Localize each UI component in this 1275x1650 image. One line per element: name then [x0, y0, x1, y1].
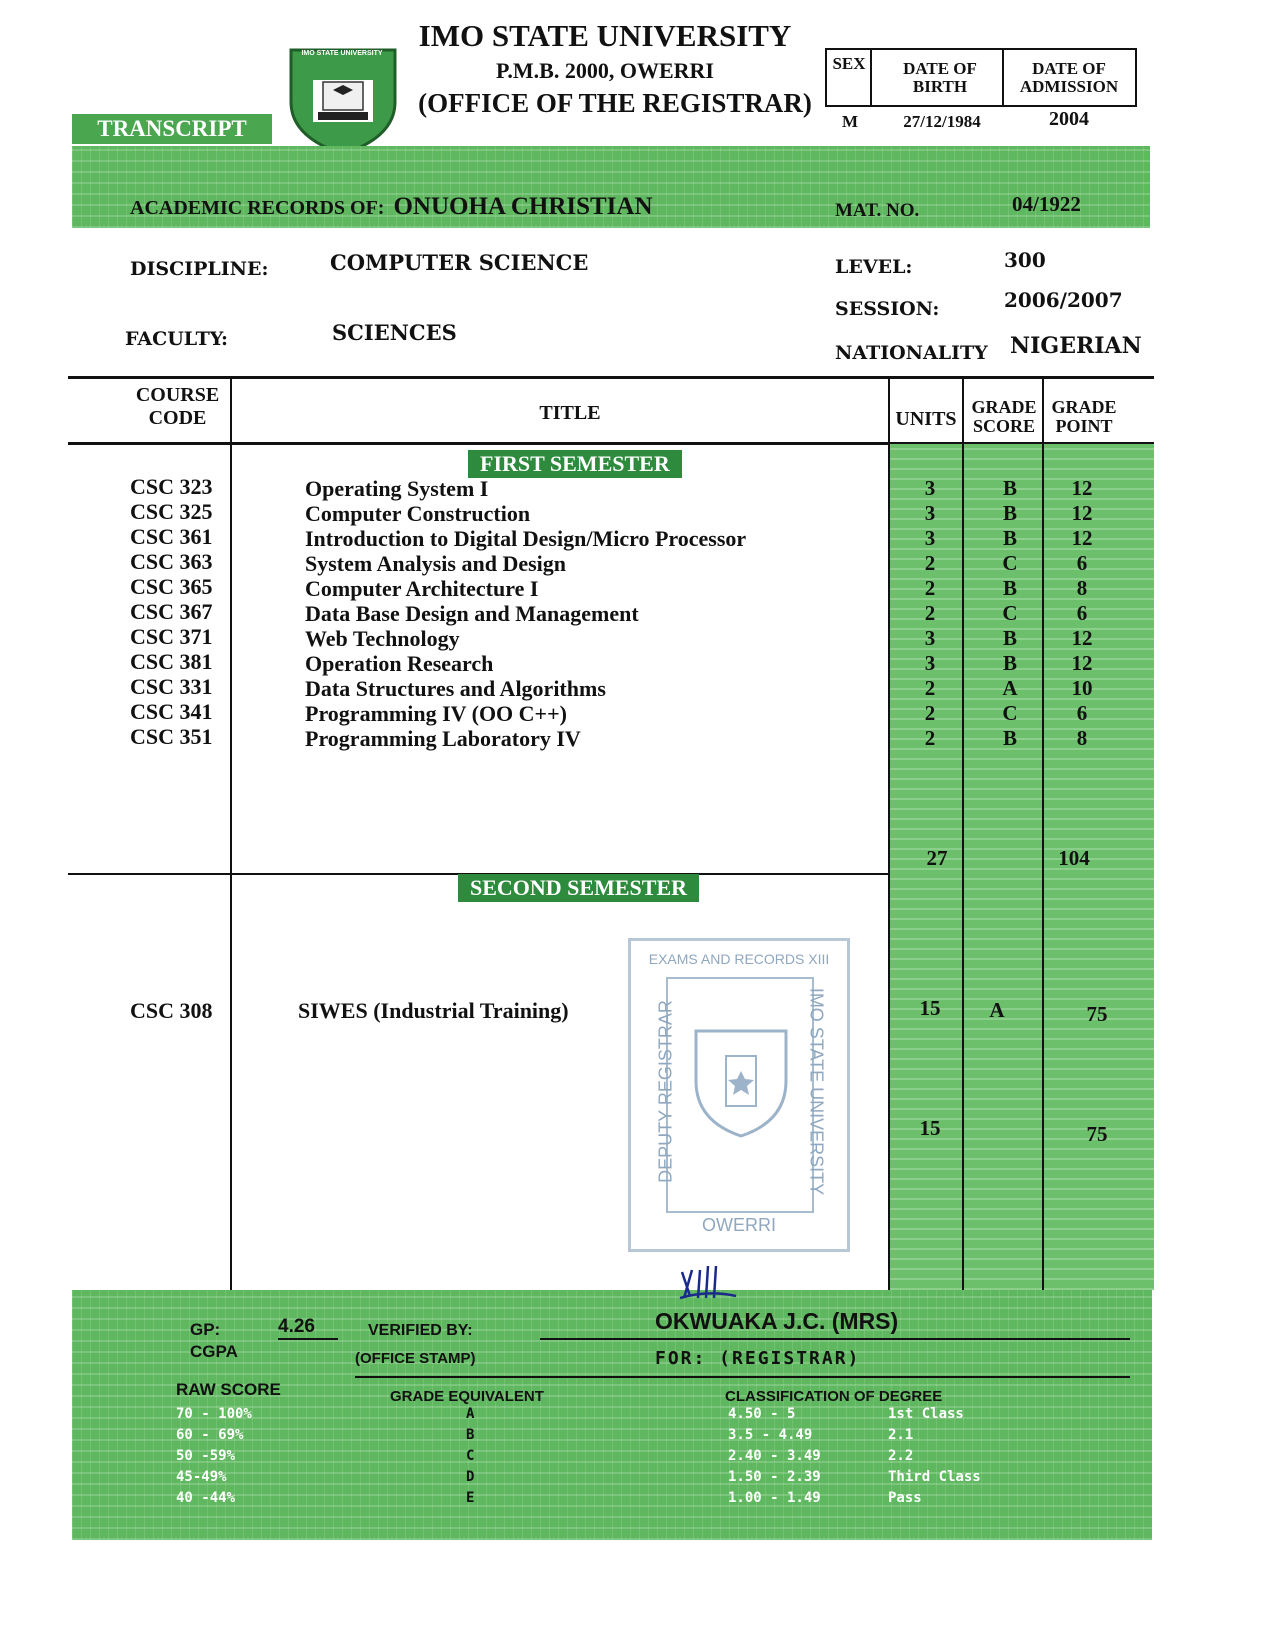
verifier-name: OKWUAKA J.C. (MRS)	[655, 1308, 899, 1334]
sex-label: SEX	[832, 54, 866, 73]
course-code: CSC 365	[130, 574, 213, 599]
course-grade: B	[1002, 476, 1017, 500]
course-units: 2	[924, 726, 936, 750]
course-units: 3	[924, 626, 936, 650]
course-units: 3	[924, 651, 936, 675]
crest-top-text: IMO STATE UNIVERSITY	[301, 50, 383, 57]
mat-no-value: 04/1922	[1012, 192, 1081, 216]
header-course-code: COURSE CODE	[135, 384, 220, 429]
course-code: CSC 351	[130, 724, 213, 749]
course-title: Data Base Design and Management	[305, 601, 639, 626]
university-name: IMO STATE UNIVERSITY	[418, 18, 792, 53]
course-grade: B	[1002, 501, 1017, 525]
gp-label: GP:	[190, 1320, 221, 1339]
course-grade: A	[989, 998, 1005, 1022]
course-units: 2	[924, 601, 936, 625]
stamp-right-text: IMO STATE UNIVERSITY	[806, 987, 827, 1196]
gp-value: 4.26	[278, 1316, 338, 1340]
student-name: ONUOHA CHRISTIAN	[393, 193, 653, 220]
course-title: Introduction to Digital Design/Micro Processor	[305, 526, 747, 551]
discipline-label: DISCIPLINE:	[130, 258, 269, 280]
stamp-crest-icon	[686, 1021, 796, 1146]
course-code: CSC 341	[130, 699, 213, 724]
header-grade-score: GRADE SCORE	[971, 397, 1037, 436]
header-grade-point: GRADE POINT	[1051, 397, 1117, 436]
grade-item: C	[466, 1448, 475, 1464]
dob-label: DATE OF BIRTH	[903, 59, 977, 96]
course-code: CSC 381	[130, 649, 213, 674]
course-point: 10	[1071, 676, 1093, 700]
stamp-left-text: DEPUTY REGISTRAR	[655, 1000, 676, 1183]
course-units: 3	[924, 501, 936, 525]
course-grade: B	[1002, 576, 1017, 600]
doa-label: DATE OF ADMISSION	[1019, 59, 1119, 96]
course-title: Computer Construction	[305, 501, 531, 526]
course-title: System Analysis and Design	[305, 551, 567, 576]
course-code: CSC 325	[130, 499, 213, 524]
header-title: TITLE	[539, 402, 601, 424]
course-units: 2	[924, 576, 936, 600]
course-point: 75	[1086, 1002, 1108, 1026]
raw-score-item: 40 -44%	[176, 1490, 236, 1506]
course-grade: B	[1002, 526, 1017, 550]
raw-score-list	[176, 1404, 252, 1509]
level-value: 300	[1004, 248, 1046, 272]
course-grade: C	[1002, 601, 1018, 625]
cgpa-label: CGPA	[190, 1342, 238, 1361]
raw-score-item: 50 -59%	[176, 1448, 236, 1464]
course-units: 2	[924, 701, 936, 725]
course-units: 15	[919, 996, 941, 1020]
signature	[678, 1262, 738, 1310]
course-point: 12	[1071, 626, 1093, 650]
course-code: CSC 331	[130, 674, 213, 699]
university-crest	[283, 42, 403, 157]
grade-list	[466, 1404, 474, 1509]
stamp-top-text: EXAMS AND RECORDS XIII	[648, 951, 830, 967]
nationality-value: NIGERIAN	[1010, 333, 1142, 359]
class-item: 1st Class	[888, 1406, 964, 1422]
registrar-stamp	[628, 938, 850, 1252]
course-grade: C	[1002, 551, 1018, 575]
verified-underline	[540, 1338, 1130, 1340]
range-item: 1.50 - 2.39	[728, 1469, 821, 1485]
raw-score-item: 45-49%	[176, 1469, 227, 1485]
second-total-units: 15	[919, 1116, 941, 1140]
class-item: Third Class	[888, 1469, 981, 1485]
dob-value: 27/12/1984	[903, 112, 981, 131]
course-point: 12	[1071, 526, 1093, 550]
class-item: 2.2	[888, 1448, 914, 1464]
course-title: Programming IV (OO C++)	[305, 701, 567, 726]
grade-item: E	[466, 1490, 475, 1506]
course-title: SIWES (Industrial Training)	[298, 998, 569, 1023]
range-item: 1.00 - 1.49	[728, 1490, 821, 1506]
sex-value: M	[841, 112, 859, 131]
course-grade: B	[1002, 626, 1017, 650]
raw-score-item: 70 - 100%	[176, 1406, 252, 1422]
grade-item: D	[466, 1469, 475, 1485]
course-code: CSC 361	[130, 524, 213, 549]
course-title: Data Structures and Algorithms	[305, 676, 606, 701]
range-item: 2.40 - 3.49	[728, 1448, 821, 1464]
course-code: CSC 367	[130, 599, 213, 624]
course-title: Operating System I	[305, 476, 489, 501]
range-item: 3.5 - 4.49	[728, 1427, 813, 1443]
raw-score-label: RAW SCORE	[176, 1380, 281, 1399]
records-label: ACADEMIC RECORDS OF:	[130, 197, 385, 219]
course-point: 12	[1071, 651, 1093, 675]
course-point: 8	[1076, 576, 1088, 600]
registrar-office: (OFFICE OF THE REGISTRAR)	[418, 88, 812, 118]
course-point: 12	[1071, 501, 1093, 525]
course-units: 2	[924, 551, 936, 575]
for-registrar: FOR: (REGISTRAR)	[655, 1348, 861, 1369]
course-title: Computer Architecture I	[305, 576, 539, 601]
course-units: 3	[924, 476, 936, 500]
raw-score-item: 60 - 69%	[176, 1427, 244, 1443]
header-units: UNITS	[895, 408, 957, 430]
doa-value: 2004	[1049, 108, 1089, 130]
course-point: 8	[1076, 726, 1088, 750]
first-semester-badge: FIRST SEMESTER	[468, 450, 682, 478]
course-code: CSC 323	[130, 474, 213, 499]
second-total-points: 75	[1086, 1122, 1108, 1146]
session-value: 2006/2007	[1004, 288, 1123, 312]
mat-no-label: MAT. NO.	[835, 200, 920, 221]
grade-item: B	[466, 1427, 475, 1443]
stamp-bottom-text: OWERRI	[702, 1215, 776, 1235]
course-grade: B	[1002, 726, 1017, 750]
course-point: 6	[1076, 601, 1088, 625]
course-point: 12	[1071, 476, 1093, 500]
transcript-label: TRANSCRIPT	[72, 114, 272, 144]
level-label: LEVEL:	[835, 256, 913, 278]
nationality-label: NATIONALITY	[835, 342, 988, 364]
class-item: Pass	[888, 1490, 922, 1506]
office-stamp-label: (OFFICE STAMP)	[355, 1350, 476, 1367]
session-label: SESSION:	[835, 298, 940, 320]
classification-label: CLASSIFICATION OF DEGREE	[725, 1388, 943, 1405]
class-list	[888, 1404, 981, 1509]
course-point: 6	[1076, 551, 1088, 575]
class-item: 2.1	[888, 1427, 914, 1443]
course-code: CSC 308	[130, 998, 213, 1023]
grade-equivalent-label: GRADE EQUIVALENT	[390, 1388, 544, 1405]
course-title: Web Technology	[305, 626, 460, 651]
course-title: Operation Research	[305, 651, 494, 676]
footer-rule	[355, 1376, 1130, 1378]
discipline-value: COMPUTER SCIENCE	[330, 250, 589, 275]
second-semester-badge: SECOND SEMESTER	[458, 874, 699, 902]
first-total-units: 27	[926, 846, 948, 870]
range-item: 4.50 - 5	[728, 1406, 796, 1422]
course-grade: B	[1002, 651, 1017, 675]
course-grade: A	[1002, 676, 1018, 700]
range-list	[728, 1404, 821, 1509]
course-code: CSC 371	[130, 624, 213, 649]
course-point: 6	[1076, 701, 1088, 725]
grade-item: A	[466, 1406, 475, 1422]
faculty-value: SCIENCES	[332, 320, 457, 345]
course-grade: C	[1002, 701, 1018, 725]
university-address: P.M.B. 2000, OWERRI	[496, 58, 714, 83]
course-units: 2	[924, 676, 936, 700]
faculty-label: FACULTY:	[125, 328, 228, 350]
course-code: CSC 363	[130, 549, 213, 574]
course-title: Programming Laboratory IV	[305, 726, 581, 751]
course-units: 3	[924, 526, 936, 550]
first-total-points: 104	[1058, 846, 1090, 870]
verified-label: VERIFIED BY:	[368, 1322, 473, 1339]
